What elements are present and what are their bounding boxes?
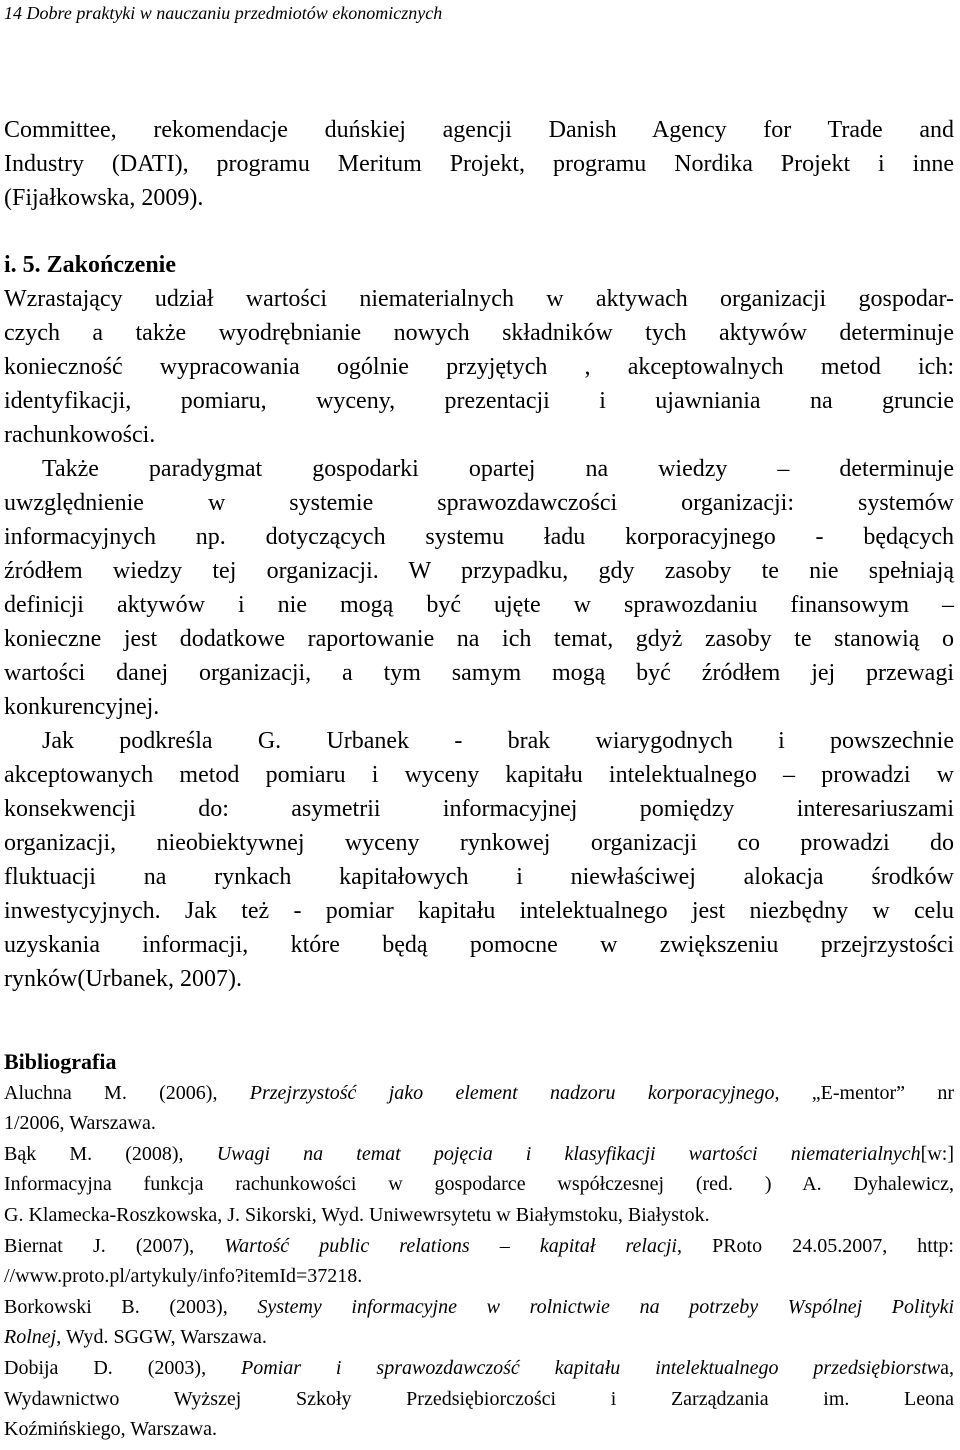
entry-text: Dobija D. (2003), (4, 1356, 241, 1379)
bibliography-entry-cont: G. Klamecka-Roszkowska, J. Sikorski, Wyd. Uniwewrsytetu w Białymstoku, Białystok. (4, 1203, 710, 1226)
entry-title: Przejrzystość jako element nadzoru korporacyjnego, (249, 1081, 780, 1104)
entry-title: Systemy informacyjne w rolnictwie na potrzeby Wspólnej Polityki (257, 1295, 954, 1318)
entry-text: , PRoto 24.05.2007, http: (676, 1234, 954, 1257)
entry-text: Biernat J. (2007), (4, 1234, 225, 1257)
bibliography-entry-cont (4, 1322, 954, 1353)
bibliography-entry-cont: Koźmińskiego, Warszawa. (4, 1418, 217, 1441)
entry-text: a, (940, 1356, 954, 1379)
entry-text: Aluchna M. (2006), (4, 1081, 250, 1104)
paragraph-line: konieczne jest dodatkowe raportowanie na ich temat, gdyż zasoby te stanowią o (4, 626, 954, 652)
intro-line: Industry (DATI), programu Meritum Projekt, programu Nordika Projekt i inne (4, 151, 954, 177)
paragraph-line: organizacji, nieobiektywnej wyceny rynkowej organizacji co prowadzi do (4, 830, 954, 856)
bibliography (4, 1047, 954, 1445)
intro-line: Committee, rekomendacje duńskiej agencji Danish Agency for Trade and (4, 117, 954, 143)
paragraph-line: wartości danej organizacji, a tym samym mogą być źródłem jej przewagi (4, 660, 954, 686)
paragraph-line: informacyjnych np. dotyczących systemu ładu korporacyjnego - będących (4, 524, 954, 550)
bibliography-entry-cont: Informacyjna funkcja rachunkowości w gospodarce współczesnej (red. ) A. Dyhalewicz, (4, 1173, 954, 1196)
paragraph-line: uzyskania informacji, które będą pomocne w zwiększeniu przejrzystości (4, 932, 954, 958)
bibliography-entry (4, 1078, 954, 1109)
entry-text: [w:] (920, 1142, 954, 1165)
bibliography-entry (4, 1139, 954, 1170)
running-head: 14 Dobre praktyki w nauczaniu przedmiotów ekonomicznych (4, 3, 443, 23)
paragraph-line: konsekwencji do: asymetrii informacyjnej pomiędzy interesariuszami (4, 796, 954, 822)
entry-text: Bąk M. (2008), (4, 1142, 217, 1165)
bibliography-entry-cont: //www.proto.pl/artykuly/info?itemId=37218. (4, 1265, 363, 1288)
bibliography-entry (4, 1292, 954, 1323)
paragraph-line: źródłem wiedzy tej organizacji. W przypadku, gdy zasoby te nie spełniają (4, 558, 954, 584)
paragraph-line: Jak podkreśla G. Urbanek - brak wiarygodnych i powszechnie (42, 728, 954, 754)
section-heading: i. 5. Zakończenie (4, 252, 176, 278)
entry-title: Rolnej (4, 1326, 57, 1349)
bibliography-entry-cont: 1/2006, Warszawa. (4, 1112, 156, 1135)
paragraph-line: fluktuacji na rynkach kapitałowych i niewłaściwej alokacja środków (4, 864, 954, 890)
intro-line: (Fijałkowska, 2009). (4, 185, 204, 211)
entry-text: Borkowski B. (2003), (4, 1295, 258, 1318)
bibliography-heading: Bibliografia (4, 1049, 117, 1074)
paragraph-line: konkurencyjnej. (4, 694, 160, 720)
paragraph-line: Także paradygmat gospodarki opartej na wiedzy – determinuje (42, 456, 954, 482)
entry-title: Pomiar i sprawozdawczość kapitału intelektualnego przedsiębiorstw (241, 1356, 941, 1379)
entry-text: „E-mentor” nr (779, 1081, 954, 1104)
paragraph-line: rynków(Urbanek, 2007). (4, 966, 242, 992)
entry-title: Wartość public relations – kapitał relacji (224, 1234, 677, 1257)
bibliography-entry (4, 1353, 954, 1384)
paragraph-line: identyfikacji, pomiaru, wyceny, prezentacji i ujawniania na gruncie (4, 388, 954, 414)
paragraph-line: rachunkowości. (4, 422, 156, 448)
paragraph-line: konieczność wypracowania ogólnie przyjętych , akceptowalnych metod ich: (4, 354, 954, 380)
paragraph-line: czych a także wyodrębnianie nowych składników tych aktywów determinuje (4, 320, 954, 346)
paragraph-line: inwestycyjnych. Jak też - pomiar kapitału intelektualnego jest niezbędny w celu (4, 898, 954, 924)
bibliography-entry (4, 1231, 954, 1262)
bibliography-entry-cont: Wydawnictwo Wyższej Szkoły Przedsiębiorczości i Zarządzania im. Leona (4, 1387, 954, 1410)
entry-text: , Wyd. SGGW, Warszawa. (56, 1326, 267, 1349)
paragraph-line: definicji aktywów i nie mogą być ujęte w sprawozdaniu finansowym – (4, 592, 954, 618)
paragraph-line: akceptowanych metod pomiaru i wyceny kapitału intelektualnego – prowadzi w (4, 762, 954, 788)
entry-title: Uwagi na temat pojęcia i klasyfikacji wartości niematerialnych (216, 1142, 921, 1165)
paragraph-line: Wzrastający udział wartości niematerialnych w aktywach organizacji gospodar- (4, 286, 954, 312)
paragraph-line: uwzględnienie w systemie sprawozdawczości organizacji: systemów (4, 490, 954, 516)
body-text (4, 113, 954, 996)
